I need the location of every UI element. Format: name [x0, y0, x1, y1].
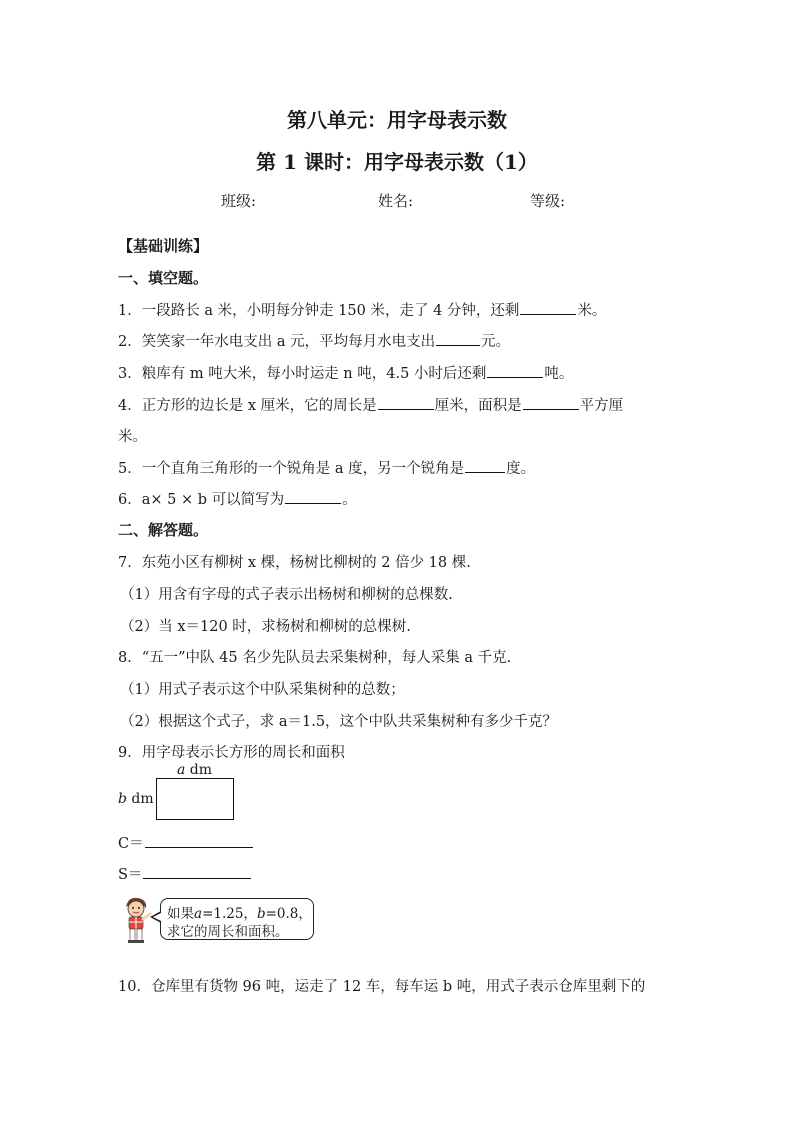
q2-text: 2．笑笑家一年水电支出 a 元，平均每月水电支出	[118, 334, 436, 350]
q3-unit: 吨。	[544, 366, 574, 382]
question-1	[118, 299, 606, 320]
q2-blank[interactable]	[436, 331, 480, 346]
rect-width-label: a dm	[177, 762, 213, 778]
q1-unit: 米。	[577, 303, 607, 319]
class-label: 班级:	[221, 192, 257, 210]
name-label: 姓名:	[378, 192, 414, 210]
question-6	[118, 488, 357, 509]
q4-unit: 平方厘	[579, 398, 624, 414]
area-blank[interactable]	[143, 864, 251, 879]
question-2	[118, 330, 510, 351]
area-label: S＝	[118, 867, 143, 883]
q3-text: 3．粮库有 m 吨大米，每小时运走 n 吨，4.5 小时后还剩	[118, 366, 487, 382]
question-8-part2: （2）根据这个式子，求 a＝1.5，这个中队共采集树种有多少千克？	[120, 714, 558, 730]
q6-text: 6．a× 5 × b 可以简写为	[118, 492, 285, 508]
question-9-stem: 9．用字母表示长方形的周长和面积	[118, 745, 345, 761]
section-basic-training: 【基础训练】	[118, 237, 209, 255]
q4-blank-perimeter[interactable]	[378, 395, 434, 410]
bubble-line-1: 如果a=1.25，b=0.8，	[167, 906, 312, 922]
area-answer	[118, 863, 252, 884]
speech-bubble	[160, 898, 314, 940]
q5-blank[interactable]	[465, 458, 505, 473]
lesson-title: 第 1 课时：用字母表示数（1）	[256, 150, 538, 174]
q5-text: 5．一个直角三角形的一个锐角是 a 度，另一个锐角是	[118, 461, 465, 477]
q4-text: 4．正方形的边长是 x 厘米，它的周长是	[118, 398, 377, 414]
section-fill-blank: 一、填空题。	[118, 269, 209, 287]
question-8-part1: （1）用式子表示这个中队采集树种的总数；	[120, 682, 405, 698]
unit-title: 第八单元：用字母表示数	[287, 108, 507, 132]
question-8-stem: 8．“五一”中队 45 名少先队员去采集树种，每人采集 a 千克.	[118, 650, 512, 666]
perimeter-label: C＝	[118, 836, 144, 852]
rectangle-figure	[156, 778, 234, 820]
q4-unit-wrap: 米。	[118, 429, 147, 445]
question-7-stem: 7．东苑小区有柳树 x 棵，杨树比柳树的 2 倍少 18 棵.	[118, 555, 471, 571]
q4-blank-area[interactable]	[523, 395, 579, 410]
q3-blank[interactable]	[487, 363, 543, 378]
question-10-stem: 10．仓库里有货物 96 吨，运走了 12 车，每车运 b 吨，用式子表示仓库里剩下的	[118, 979, 646, 995]
grade-label: 等级:	[530, 192, 566, 210]
question-7-part1: （1）用含有字母的式子表示出杨树和柳树的总棵数.	[120, 587, 453, 603]
q1-blank[interactable]	[520, 300, 576, 315]
question-4	[118, 394, 623, 415]
bubble-line-2: 求它的周长和面积。	[167, 924, 289, 940]
q1-text: 1．一段路长 a 米，小明每分钟走 150 米，走了 4 分钟，还剩	[118, 303, 520, 319]
rect-height-label: b dm	[118, 791, 154, 807]
section-solve: 二、解答题。	[118, 521, 209, 539]
question-7-part2: （2）当 x＝120 时，求杨树和柳树的总棵树.	[120, 619, 411, 635]
bubble-tail-inner	[153, 913, 161, 921]
q6-blank[interactable]	[285, 489, 341, 504]
perimeter-blank[interactable]	[145, 833, 253, 848]
q2-unit: 元。	[481, 334, 511, 350]
perimeter-answer	[118, 832, 254, 853]
q4-mid-text: 厘米，面积是	[434, 398, 522, 414]
q6-end: 。	[342, 492, 357, 508]
question-3	[118, 362, 573, 383]
question-5	[118, 457, 535, 478]
q5-unit: 度。	[506, 461, 536, 477]
